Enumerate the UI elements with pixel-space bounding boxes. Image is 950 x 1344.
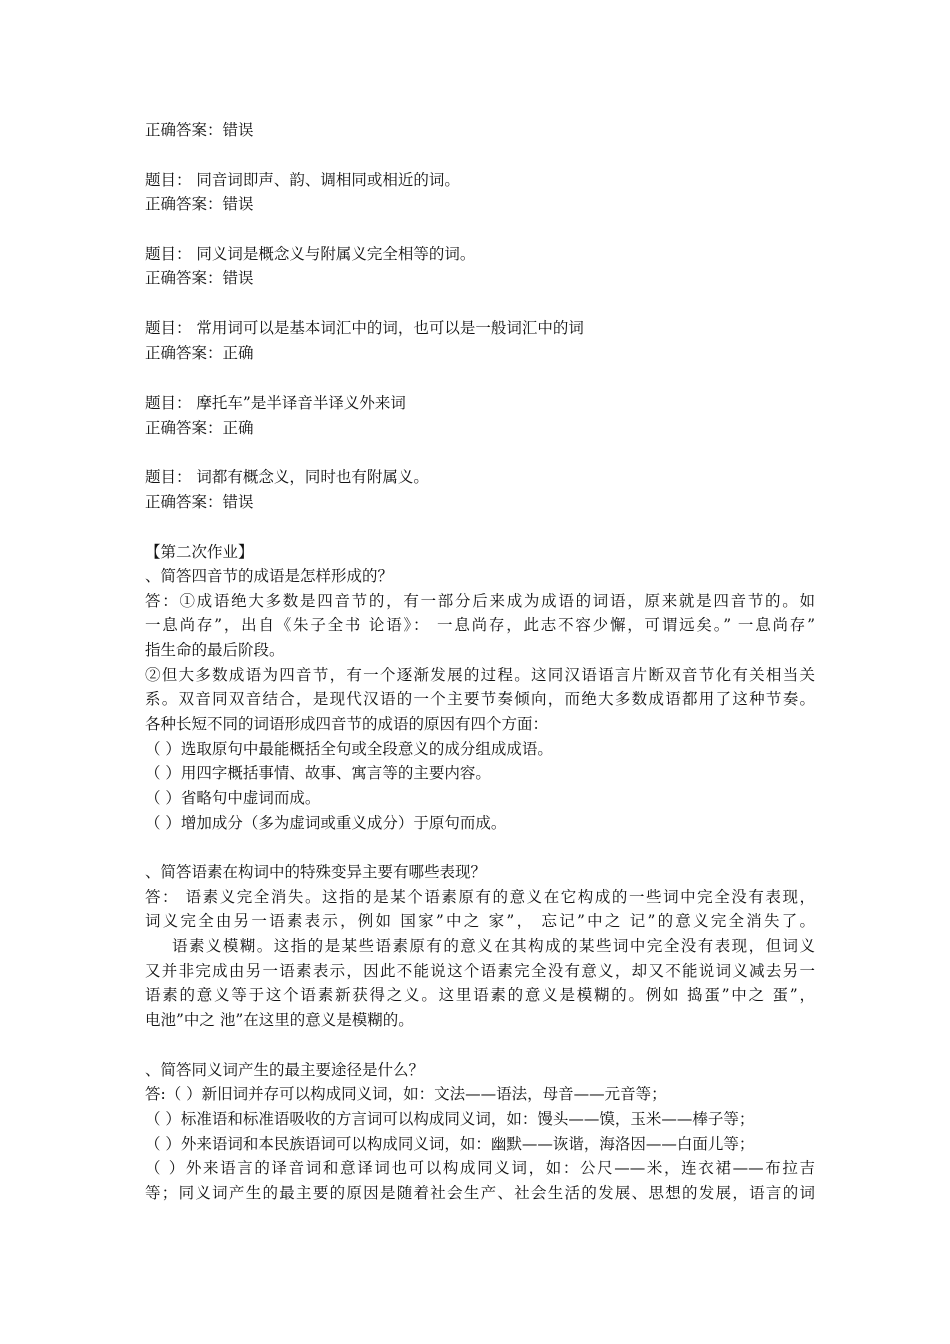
question-line: 题目： 常用词可以是基本词汇中的词，也可以是一般词汇中的词: [145, 319, 584, 337]
section-heading: 【第二次作业】: [145, 543, 254, 561]
list-item: （ ）外来语言的译音词和意译词也可以构成同义词，如：公尺——米，连衣裙——布拉吉: [145, 1159, 815, 1177]
question-line: 题目： 同音词即声、韵、调相同或相近的词。: [145, 171, 460, 189]
answer-paragraph-line: 一息尚存”，出自《朱子全书 论语》： 一息尚存，此志不容少懈，可谓远矣。” 一息尚存”: [145, 616, 815, 634]
answer-line: 正确答案：错误: [145, 121, 254, 139]
question-heading: 、简答语素在构词中的特殊变异主要有哪些表现？: [145, 863, 487, 881]
answer-paragraph-line: 系。双音同双音结合，是现代汉语的一个主要节奏倾向，而绝大多数成语都用了这种节奏。: [145, 690, 815, 708]
list-item: （ ）增加成分（多为虚词或重义成分）于原句而成。: [145, 814, 507, 832]
answer-paragraph-line: 等；同义词产生的最主要的原因是随着社会生产、社会生活的发展、思想的发展，语言的词: [145, 1184, 815, 1202]
question-line: 题目： 词都有概念义，同时也有附属义。: [145, 468, 429, 486]
answer-line: 正确答案：正确: [145, 344, 254, 362]
list-item: （ ）省略句中虚词而成。: [145, 789, 321, 807]
list-item: 答:（ ）新旧词并存可以构成同义词，如：文法——语法，母音——元音等；: [145, 1085, 667, 1103]
answer-line: 正确答案：错误: [145, 269, 254, 287]
answer-paragraph-line: 各种长短不同的词语形成四音节的成语的原因有四个方面：: [145, 715, 549, 733]
answer-line: 正确答案：正确: [145, 419, 254, 437]
answer-paragraph-line: 词义完全由另一语素表示，例如 国家”中之 家”， 忘记”中之 记”的意义完全消失了。: [145, 912, 815, 930]
list-item: （ ）用四字概括事情、故事、寓言等的主要内容。: [145, 764, 491, 782]
list-item: （ ）外来语词和本民族语词可以构成同义词，如：幽默——诙谐，海洛因——白面儿等；: [145, 1135, 755, 1153]
answer-paragraph-line: ②但大多数成语为四音节，有一个逐渐发展的过程。这同汉语语言片断双音节化有关相当关: [145, 666, 815, 684]
answer-paragraph-line: 答：①成语绝大多数是四音节的，有一部分后来成为成语的词语，原来就是四音节的。如: [145, 592, 815, 610]
list-item: （ ）标准语和标准语吸收的方言词可以构成同义词，如：馒头——馍，玉米——棒子等；: [145, 1110, 755, 1128]
answer-paragraph-line: 答： 语素义完全消失。这指的是某个语素原有的意义在它构成的一些词中完全没有表现，: [145, 888, 815, 906]
question-line: 题目： 摩托车”是半译音半译义外来词: [145, 394, 406, 412]
answer-paragraph-line: 语素的意义等于这个语素新获得之义。这里语素的意义是模糊的。例如 捣蛋”中之 蛋”，: [145, 986, 815, 1004]
answer-line: 正确答案：错误: [145, 493, 254, 511]
answer-paragraph-line: 语素义模糊。这指的是某些语素原有的意义在其构成的某些词中完全没有表现，但词义: [172, 937, 815, 955]
question-heading: 、简答同义词产生的最主要途径是什么？: [145, 1061, 425, 1079]
answer-paragraph-line: 又并非完成由另一语素表示，因此不能说这个语素完全没有意义，却又不能说词义减去另一: [145, 962, 815, 980]
answer-paragraph-line: 指生命的最后阶段。: [145, 641, 285, 659]
question-heading: 、简答四音节的成语是怎样形成的？: [145, 567, 394, 585]
answer-paragraph-line: 电池”中之 池”在这里的意义是模糊的。: [145, 1011, 414, 1029]
question-line: 题目： 同义词是概念义与附属义完全相等的词。: [145, 245, 476, 263]
answer-line: 正确答案：错误: [145, 195, 254, 213]
list-item: （ ）选取原句中最能概括全句或全段意义的成分组成成语。: [145, 740, 553, 758]
